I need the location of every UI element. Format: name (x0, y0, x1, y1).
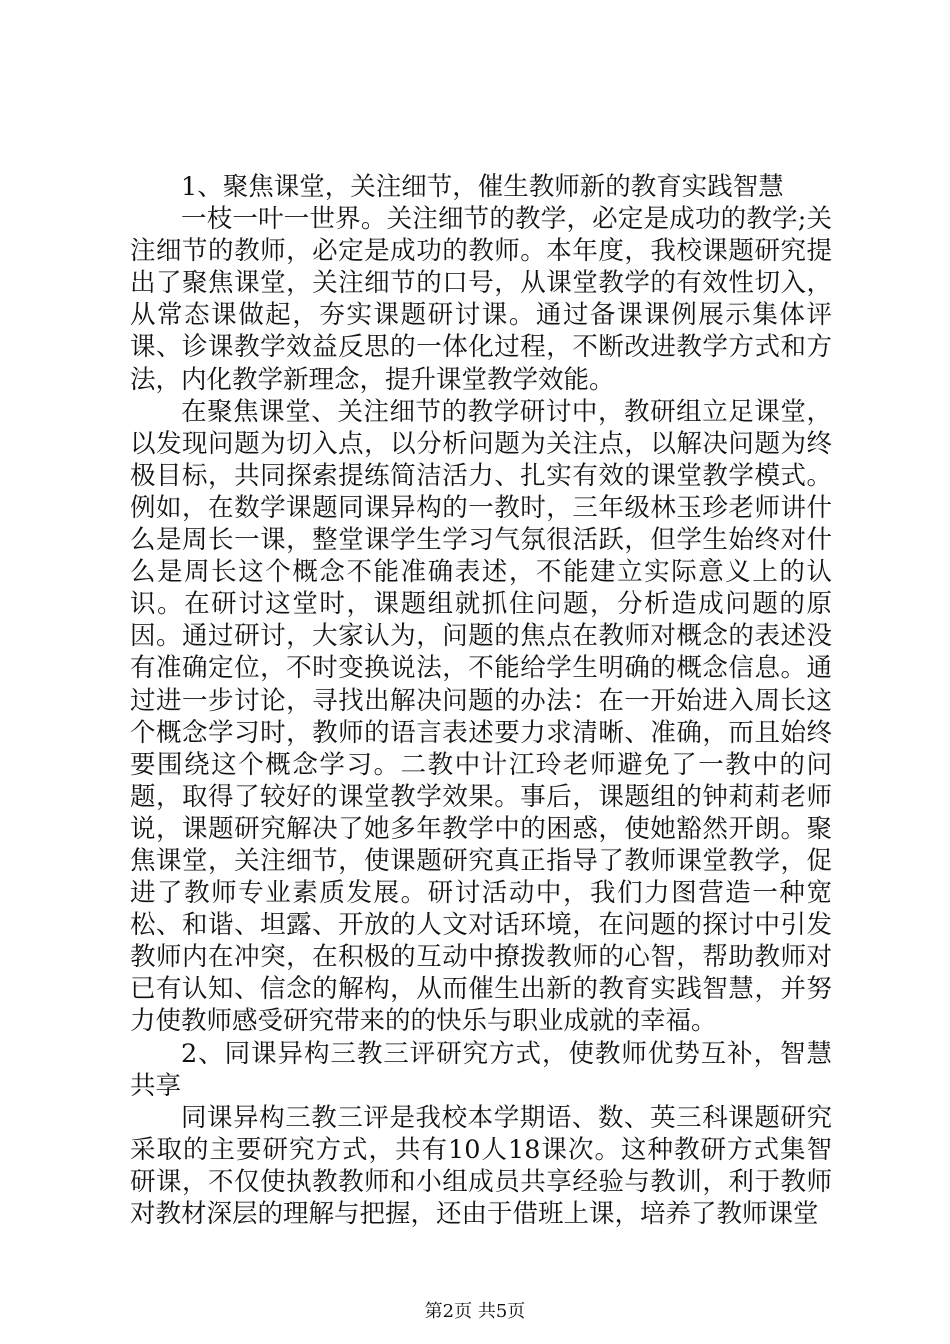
section-heading-1: 1、聚焦课堂，关注细节，催生教师新的教育实践智慧 (181, 172, 784, 202)
page-number-footer: 第2页 共5页 (424, 1301, 526, 1322)
body-paragraph-1: 一枝一叶一世界。关注细节的教学，必定是成功的教学;关注细节的教师，必定是成功的教师。本年度，我校课题研究提出了聚焦课堂，关注细节的口号，从课堂教学的有效性切入，从常态课做起，夯实课题研讨课。通过备课课例展示集体评课、诊课教学效益反思的一体化过程，不断改进教学方式和方法，内化教学新理念，提升课堂教学效能。 (130, 204, 832, 395)
section-heading-2: 2、同课异构三教三评研究方式，使教师优势互补，智慧共享 (130, 1038, 832, 1101)
document-body (130, 171, 832, 1230)
body-paragraph-3: 同课异构三教三评是我校本学期语、数、英三科课题研究采取的主要研究方式，共有10人18课次。这种教研方式集智研课，不仅使执教教师和小组成员共享经验与教训，利于教师对教材深层的理解与把握，还由于借班上课，培养了教师课堂 (130, 1102, 832, 1229)
body-paragraph-2: 在聚焦课堂、关注细节的教学研讨中，教研组立足课堂，以发现问题为切入点，以分析问题为关注点，以解决问题为终极目标，共同探索提练简洁活力、扎实有效的课堂教学模式。例如，在数学课题同课异构的一教时，三年级林玉珍老师讲什么是周长一课，整堂课学生学习气氛很活跃，但学生始终对什么是周长这个概念不能准确表述，不能建立实际意义上的认识。在研讨这堂时，课题组就抓住问题，分析造成问题的原因。通过研讨，大家认为，问题的焦点在教师对概念的表述没有准确定位，不时变换说法，不能给学生明确的概念信息。通过进一步讨论，寻找出解决问题的办法：在一开始进入周长这个概念学习时，教师的语言表述要力求清晰、准确，而且始终要围绕这个概念学习。二教中计江玲老师避免了一教中的问题，取得了较好的课堂教学效果。事后，课题组的钟莉莉老师说，课题研究解决了她多年教学中的困惑，使她豁然开朗。聚焦课堂，关注细节，使课题研究真正指导了教师课堂教学，促进了教师专业素质发展。研讨活动中，我们力图营造一种宽松、和谐、坦露、开放的人文对话环境，在问题的探讨中引发教师内在冲突，在积极的互动中撩拨教师的心智，帮助教师对已有认知、信念的解构，从而催生出新的教育实践智慧，并努力使教师感受研究带来的的快乐与职业成就的幸福。 (130, 396, 832, 1037)
